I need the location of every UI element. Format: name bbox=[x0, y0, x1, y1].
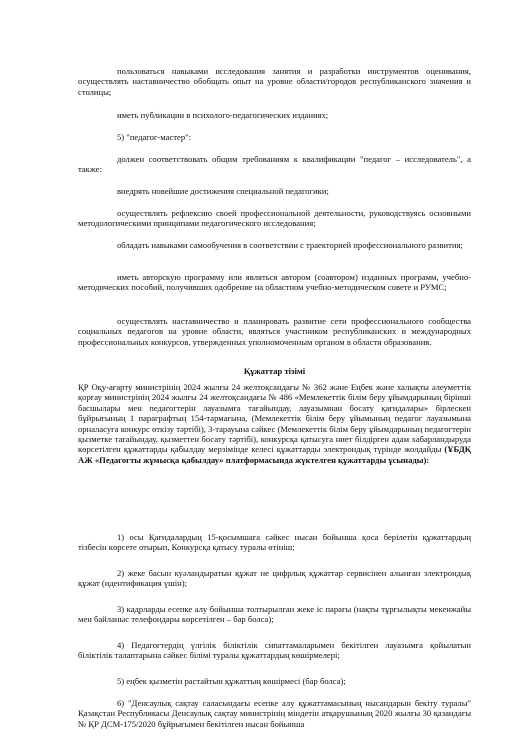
list-item-personnel-sheet: 3) кадрларды есепке алу бойынша толтырылған жеке іс парағы (нақты тұрғылықты мекенжайы мен байланыс телефондары көрсетілген – бар болса); bbox=[78, 604, 471, 625]
list-item-medical-certificate: 6) "Денсаулық сақтау саласындағы есепке алу құжаттамасының нысандарын бекіту туралы" Қазақстан Республикасы Денсаулық сақтау министрінің міндетін атқарушының 2020 жылғы 30 қазандағы № ҚР ДСМ-175/2020 бұйрығымен бекітілген нысан бойынша bbox=[78, 698, 471, 729]
paragraph-master-heading: 5) "педагог-мастер": bbox=[117, 132, 192, 142]
paragraph-reflection: осуществлять рефлексию своей профессиональной деятельности, руководствуясь основными методологическими принципами педагогического исследования; bbox=[78, 208, 471, 229]
paragraph-author-program: иметь авторскую программу или являться автором (соавтором) изданных программ, учебно-методических пособий, получивших одобрение на областном учебно-методическом совете и РУМС; bbox=[78, 272, 471, 293]
paragraph-special-pedagogy: внедрять новейшие достижения специальной педагогики; bbox=[117, 186, 329, 196]
paragraph-requirements: должен соответствовать общим требованиям к квалификации "педагог – исследователь", а также: bbox=[78, 154, 471, 175]
paragraph-self-learning: обладать навыками самообучения в соответствии с траекторией профессионального развития; bbox=[117, 240, 463, 250]
kz-intro-text: ҚР Оқу-ағарту министрінің 2024 жылғы 24 желтоқсандағы № 362 және Еңбек және халықты әлеуметтік қорғау министрінің 2024 жылғы 24 желтоқсандағы № 486 «Мемлекеттік білім беру ұйымдарының бірінші басшылары мен педагогтерін лауазымға тағайындау, лауазымнан босату қағидалары» бірлескен бұйрығының 1 параграфтың 154-тармағына, (Мемлекеттік білім беру ұйымының педагог лауазымына орналасуға конкурс өткізу тәртібі), 3-тарауына сәйкес (Мемлекеттік білім беру ұйымдарының педагогтерін қызметке тағайындау, қызметтен босату тәртібі), конкурсқа қатысуға ниет білдірген адам хабарландыруда көрсетілген құжаттарды қабылдау мерзімінде келесі құжаттарды электрондық түрінде жолдайды bbox=[78, 382, 471, 455]
paragraph-publications: иметь публикации в психолого-педагогических изданиях; bbox=[117, 110, 329, 120]
list-item-education-documents: 4) Педагогтердің үлгілік біліктілік сипаттамаларымен бекітілген лауазымға қойылатын біліктілік талаптарына сәйкес білімі туралы құжаттардың көшірмелері; bbox=[78, 640, 471, 661]
list-item-identity-document: 2) жеке басын куәландыратын құжат не цифрлық құжаттар сервисінен алынған электрондық құжат (идентификация үшін); bbox=[78, 568, 471, 589]
list-item-employment-record: 5) еңбек қызметін растайтын құжаттың көшірмесі (бар болса); bbox=[117, 676, 346, 686]
kz-intro-paragraph bbox=[78, 382, 471, 465]
list-item-application: 1) осы Қағидалардың 15-қосымшаға сәйкес нысан бойынша қоса берілетін құжаттардың тізбесін көрсете отырып, Конкурсқа қатысу туралы өтініш; bbox=[78, 532, 471, 553]
paragraph-mentoring: осуществлять наставничество и планировать развитие сети профессионального сообщества социальных педагогов на уровне области, являться участником республиканских и международных профессиональных конкурсов, утвержденных уполномоченным органом в области образования. bbox=[78, 316, 471, 347]
paragraph-assessment-tools: пользоваться навыками исследования занятия и разработки инструментов оценивания, осуществлять наставничество обобщать опыт на уровне области/городов республиканского значения и столицы; bbox=[78, 66, 471, 97]
kz-intro-bold: (ҰБДҚ АЖ «Педагогты жұмысқа қабылдау» платформасында жүктелген құжаттарды ұсынады): bbox=[78, 444, 471, 465]
section-title: Құжаттар тізімі bbox=[243, 366, 306, 376]
